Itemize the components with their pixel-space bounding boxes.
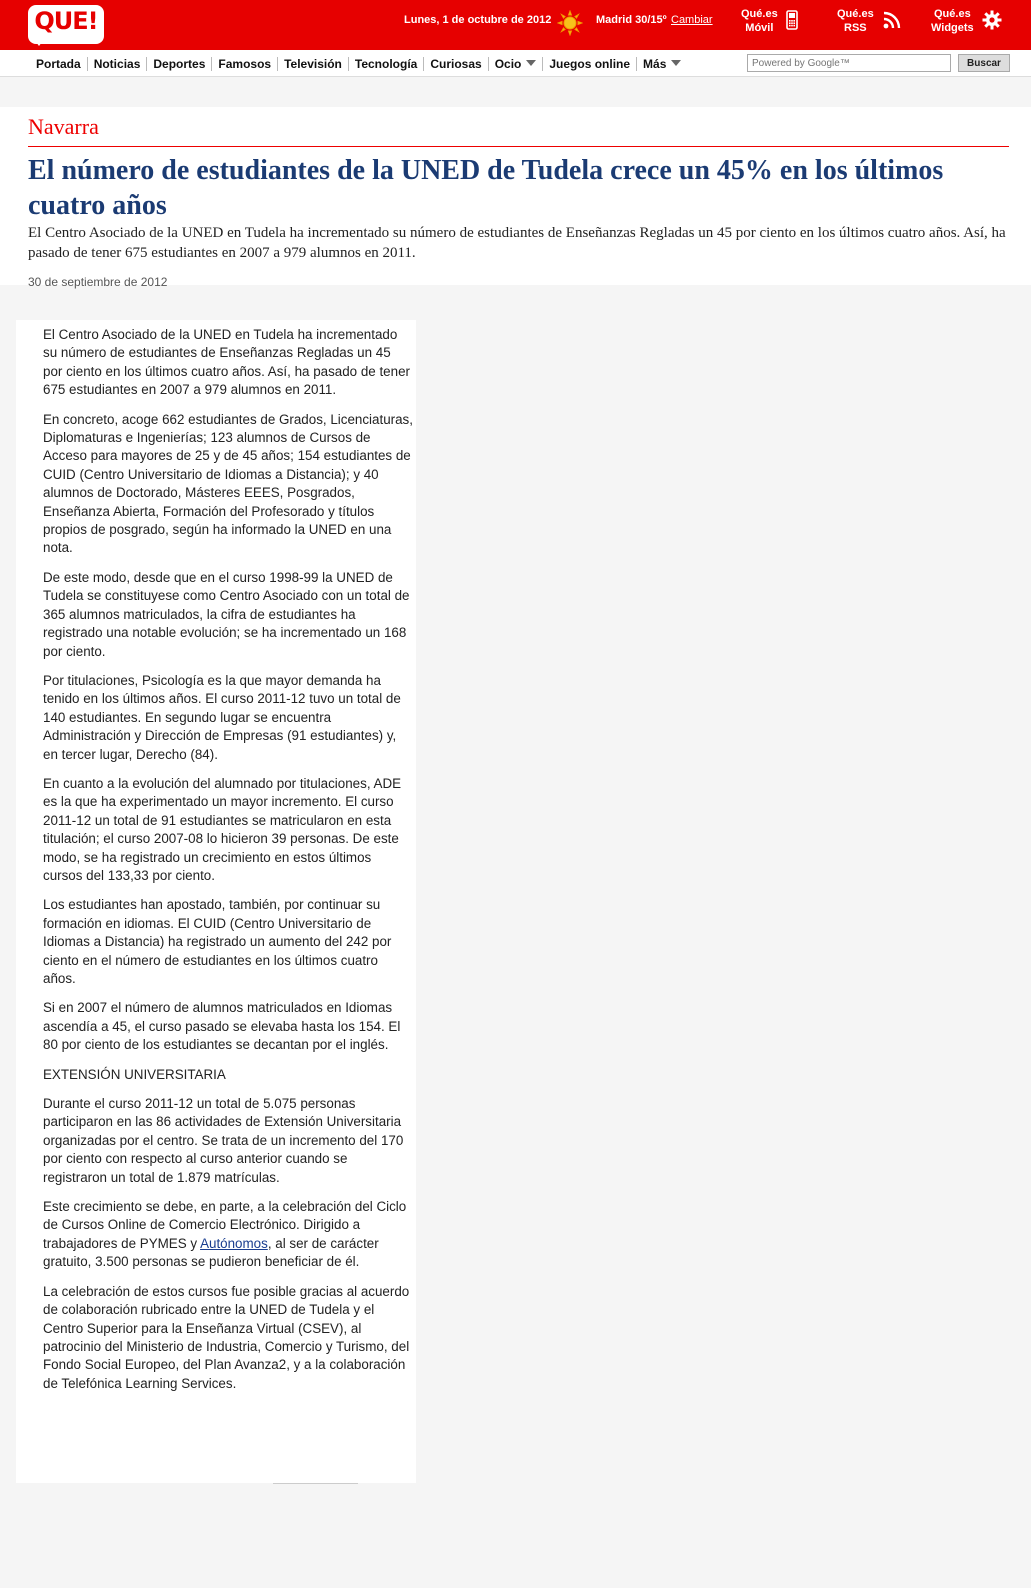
article-body [43, 326, 413, 1404]
weather-change-link[interactable]: Cambiar [671, 14, 713, 26]
nav-noticias[interactable]: Noticias [88, 57, 148, 71]
section-divider [28, 146, 1009, 147]
section-title[interactable]: Navarra [28, 114, 99, 139]
article-subheading: EXTENSIÓN UNIVERSITARIA [43, 1066, 226, 1082]
autonomos-link[interactable]: Autónomos [200, 1235, 268, 1251]
nav-mas-dropdown[interactable] [637, 57, 687, 71]
rss-icon [882, 10, 902, 30]
article-paragraph: En cuanto a la evolución del alumnado por titulaciones, ADE es la que ha experimentado un mayor incremento. El curso 2011-12 un total de 91 estudiantes se matricularon en esta titulación; el curso 2007-08 lo hicieron 39 personas. De este modo, se ha registrado un crecimiento en estos últimos cursos del 133,33 por ciento. [43, 775, 402, 883]
nav-curiosas[interactable]: Curiosas [424, 57, 488, 71]
widgets-label-line1: Qué.es [934, 8, 971, 20]
article-paragraph: El Centro Asociado de la UNED en Tudela ha incrementado su número de estudiantes de Enseñanzas Regladas un 45 por ciento en los últimos cuatro años. Así, ha pasado de tener 675 estudiantes en 2007 a 979 alumnos en 2011. [43, 327, 410, 398]
rss-label-line1: Qué.es [837, 8, 874, 20]
sun-icon [557, 10, 583, 36]
paragraph-text: , al ser de carácter gratuito, 3.500 personas se pudieron beneficiar de él. [43, 1235, 379, 1270]
article-paragraph: De este modo, desde que en el curso 1998-99 la UNED de Tudela se constituyese como Centro Asociado con un total de 365 alumnos matriculados, la cifra de estudiantes ha registrado una notable evolución; se ha incrementado un 168 por ciento. [43, 569, 410, 659]
article-paragraph-with-link [43, 1198, 413, 1272]
mobile-label-line1: Qué.es [741, 8, 778, 20]
main-nav [30, 57, 687, 71]
article-paragraph: Si en 2007 el número de alumnos matriculados en Idiomas ascendía a 45, el curso pasado se elevaba hasta los 154. El 80 por ciento de los estudiantes se decantan por el inglés. [43, 1000, 401, 1053]
article-paragraph: En concreto, acoge 662 estudiantes de Grados, Licenciaturas, Diplomaturas e Ingenierías; 123 alumnos de Cursos de Acceso para mayores de 25 y de 45 años; 154 estudiantes de CUID (Centro Universitario de Idiomas a Distancia); y 40 alumnos de Doctorado, Másteres EEES, Posgrados, Enseñanza Abierta, Formación del Profesorado y títulos propios de posgrado, según ha informado la UNED en una nota. [43, 411, 413, 556]
mobile-phone-icon [786, 10, 798, 30]
chevron-down-icon [526, 60, 536, 66]
widgets-link[interactable] [931, 7, 1002, 35]
rss-label [837, 7, 874, 35]
mobile-link[interactable] [741, 7, 798, 35]
nav-mas-label: Más [643, 57, 667, 71]
search-input[interactable] [747, 54, 951, 72]
nav-ocio-dropdown[interactable] [489, 57, 544, 71]
search-button[interactable]: Buscar [958, 54, 1010, 72]
footer-divider [273, 1483, 358, 1484]
nav-deportes[interactable]: Deportes [147, 57, 212, 71]
widgets-label-line2: Widgets [931, 22, 974, 34]
rss-link[interactable] [837, 7, 902, 35]
logo-tail [33, 38, 45, 46]
nav-tecnologia[interactable]: Tecnología [349, 57, 424, 71]
chevron-down-icon [671, 60, 681, 66]
nav-portada[interactable]: Portada [30, 57, 88, 71]
nav-famosos[interactable]: Famosos [212, 57, 278, 71]
gear-icon [982, 10, 1002, 30]
logo-text: QUE! [34, 7, 98, 35]
article-date: 30 de septiembre de 2012 [28, 275, 168, 289]
nav-television[interactable]: Televisión [278, 57, 349, 71]
current-date: Lunes, 1 de octubre de 2012 [404, 14, 552, 26]
paragraph-text: Este crecimiento se debe, en parte, a la celebración del Ciclo de Cursos Online de Comercio Electrónico. Dirigido a trabajadores de PYMES y [43, 1199, 407, 1251]
top-bar [0, 0, 1031, 50]
article-paragraph: Los estudiantes han apostado, también, por continuar su formación en idiomas. El CUID (Centro Universitario de Idiomas a Distancia) ha registrado un aumento del 242 por ciento en el número de estudiantes en los últimos cuatro años. [43, 897, 392, 986]
article-lead: El Centro Asociado de la UNED en Tudela ha incrementado su número de estudiantes de Enseñanzas Regladas un 45 por ciento en los últimos cuatro años. Así, ha pasado de tener 675 estudiantes en 2007 a 979 alumnos en 2011. [28, 225, 1006, 261]
mobile-label [741, 7, 778, 35]
article-paragraph: La celebración de estos cursos fue posible gracias al acuerdo de colaboración rubricado entre la UNED de Tudela y el Centro Superior para la Enseñanza Virtual (CSEV), al patrocinio del Ministerio de Industria, Comercio y Turismo, del Fondo Social Europeo, del Plan Avanza2, y a la colaboración de Telefónica Learning Services. [43, 1283, 410, 1391]
article-paragraph: Durante el curso 2011-12 un total de 5.075 personas participaron en las 86 actividades de Extensión Universitaria organizadas por el centro. Se trata de un incremento del 170 por ciento con respecto al curso anterior cuando se registraron un total de 1.879 matrículas. [43, 1096, 404, 1185]
article-paragraph: Por titulaciones, Psicología es la que mayor demanda ha tenido en los últimos años. El curso 2011-12 tuvo un total de 140 estudiantes. En segundo lugar se encuentra Administración y Dirección de Empresas (91 estudiantes) y, en tercer lugar, Derecho (84). [43, 672, 401, 762]
widgets-label [931, 7, 974, 35]
weather-text: Madrid 30/15º [596, 14, 667, 26]
nav-ocio-label: Ocio [494, 57, 522, 71]
mobile-label-line2: Móvil [745, 22, 774, 34]
article-headline: El número de estudiantes de la UNED de Tudela crece un 45% en los últimos cuatro años [28, 155, 944, 221]
rss-label-line2: RSS [844, 22, 867, 34]
nav-juegos-online[interactable]: Juegos online [543, 57, 637, 71]
